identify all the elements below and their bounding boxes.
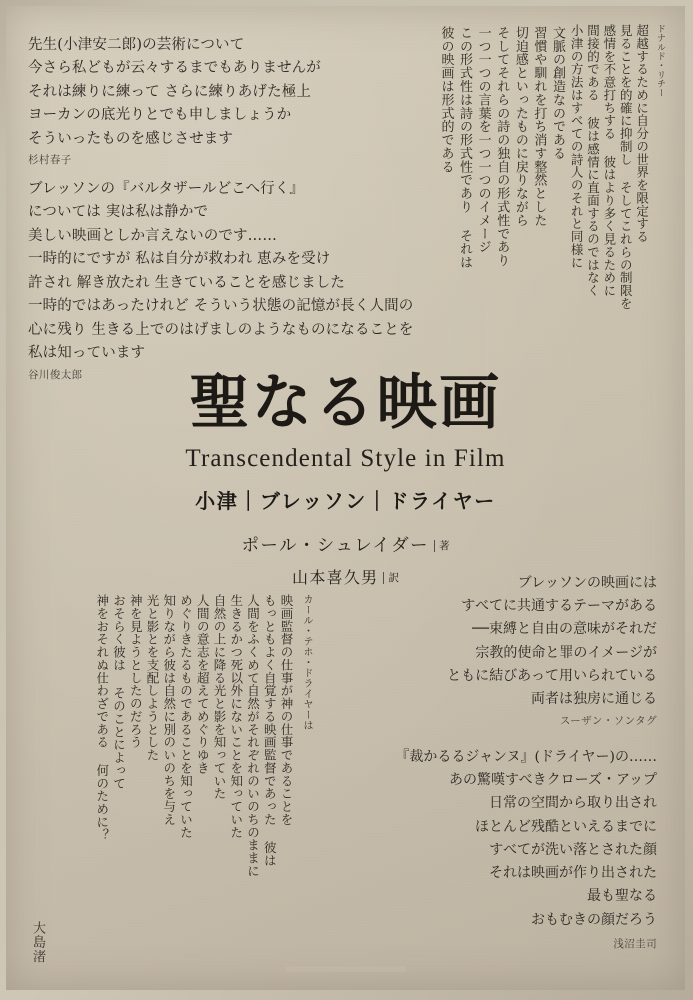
blurb-dreyer-attribution: カール・テホ・ドライヤーは: [301, 594, 312, 731]
blurb-asanuma-line: 日常の空間から取り出され: [489, 795, 657, 812]
blurb-sontag-line: 宗教的使命と罪のイメージが: [475, 644, 657, 661]
page-title: 聖なる映画: [189, 368, 502, 438]
blurb-richie-secondary: [435, 26, 565, 376]
blurb-richie-line: 文脈の創造なのである: [550, 26, 565, 160]
blurb-richie-line: 超越するために自分の世界を限定する: [634, 24, 650, 243]
cover-scuff: [286, 966, 406, 972]
blurb-richie-line: そしてそれらの詩の独自の形式性であり: [494, 26, 510, 268]
blurb-dreyer-line: 映画監督の仕事が神の仕事であることを: [279, 594, 294, 826]
blurb-sontag-line: ブレッソンの映画には: [517, 575, 657, 591]
blurb-richie-line: 小津の方法はすべての詩人のそれと同様に: [569, 24, 585, 269]
blurb-sontag-line: ともに結びあって用いられている: [447, 667, 657, 684]
blurb-dreyer: [92, 594, 314, 939]
blurb-tanikawa-line: 一時的にですが 私は自分が救われ 恵みを受け: [28, 251, 331, 268]
blurb-sugimura: [28, 34, 388, 167]
publisher-mark: 大島渚: [30, 921, 45, 964]
blurb-tanikawa-line: 私は知っています: [28, 345, 146, 362]
translator-role: 訳: [383, 572, 399, 584]
blurb-asanuma-line: おもむきの顔だろう: [531, 911, 657, 928]
blurb-dreyer-line: もっともよく自覚する映画監督であった 彼は: [262, 594, 278, 867]
blurb-tanikawa-line: 心に残り 生きる上でのはげましのようなものになることを: [28, 321, 414, 338]
blurb-sontag-attribution: スーザン・ソンタグ: [559, 715, 657, 728]
blurb-dreyer-line: おそらく彼は そのことによって: [111, 594, 127, 790]
blurb-sugimura-line: それは練りに練って さらに練りあげた極上: [28, 83, 312, 100]
blurb-richie-line: 一つ一つの言葉を一つ一つのイメージ: [475, 26, 491, 254]
author-byline: [6, 532, 685, 557]
blurb-asanuma: [395, 746, 657, 951]
title-block: [6, 368, 685, 588]
translator-name: 山本喜久男: [292, 568, 379, 587]
blurb-asanuma-line: あの驚嘆すべきクローズ・アップ: [448, 772, 657, 789]
blurb-tanikawa-line: 一時的ではあったけれど そういう状態の記憶が長く人間の: [28, 298, 414, 315]
blurb-tanikawa-line: については 実は私は静かで: [28, 204, 209, 221]
blurb-tanikawa-attribution: 谷川俊太郎: [28, 368, 83, 381]
blurb-sugimura-line: 今さら私どもが云々するまでもありませんが: [28, 60, 321, 77]
blurb-tanikawa-line: 美しい映画としか言えないのです……: [28, 227, 277, 244]
blurb-sugimura-attribution: 杉村春子: [28, 154, 72, 167]
blurb-richie-line: 切迫感といったものに戻りながら: [512, 26, 528, 227]
blurb-asanuma-line: ほとんど残酷といえるまでに: [475, 818, 657, 835]
blurb-tanikawa-line: ブレッソンの『バルタザールどこへ行く』: [28, 181, 305, 197]
blurb-dreyer-line: 神をおそれぬ仕わざである 何のために？: [94, 594, 110, 842]
blurb-asanuma-line: 最も聖なる: [587, 888, 657, 905]
blurb-sontag-line: すべてに共通するテーマがある: [461, 598, 657, 615]
blurb-asanuma-attribution: 浅沼圭司: [613, 937, 657, 950]
blurb-dreyer-line: 自然の上に降る光と影を知っていた: [212, 594, 227, 800]
blurb-dreyer-line: 知りながら彼は自然に別のいのちを与え: [161, 594, 177, 826]
blurb-richie-line: 習慣や馴れを打ち消す整然とした: [531, 26, 547, 227]
blurb-sontag-line: ──束縛と自由の意味がそれだ: [472, 621, 657, 638]
blurb-richie-line: 感情を不意打ちする 彼はより多く見るために: [601, 24, 617, 297]
blurb-asanuma-line: 『裁かるるジャンヌ』(ドライヤー)の……: [395, 749, 657, 765]
blurb-sontag-line: 両者は独房に通じる: [531, 691, 657, 708]
book-cover: [6, 6, 685, 990]
blurb-richie-attribution: ドナルド・リチー: [655, 24, 665, 98]
subtitle-japanese: 小津｜ブレッソン｜ドライヤー: [195, 489, 496, 513]
blurb-tanikawa-line: 許され 解き放たれ 生きていることを感じました: [28, 274, 346, 291]
blurb-sugimura-line: ヨーカンの底光りとでも申しましょうか: [28, 107, 292, 124]
blurb-dreyer-line: 生きるかつ死以外にないことを知っていた: [228, 594, 244, 839]
blurb-dreyer-line: 光と影とを支配しようとした: [145, 594, 160, 762]
blurb-richie-line: この形式性は詩の形式性であり それは: [457, 26, 473, 270]
blurb-asanuma-line: それは映画が作り出された: [489, 865, 657, 882]
author-role: 著: [434, 540, 450, 552]
blurb-dreyer-line: 人間の意志を超えてめぐりゆき: [195, 594, 211, 775]
author-name: ポール・シュレイダー: [241, 536, 429, 556]
blurb-richie-line: 彼の映画は形式的である: [438, 26, 454, 174]
subtitle-english: Transcendental Style in Film: [185, 445, 506, 472]
blurb-richie-line: 見ることを的確に抑制し そしてこれらの制限を: [618, 24, 634, 310]
blurb-dreyer-line: 神を見ようとしたのだろう: [128, 594, 144, 749]
blurb-sontag: [447, 572, 657, 728]
blurb-richie: [567, 24, 667, 354]
blurb-dreyer-line: 人間をふくめて自然がそれぞれのいのちのままに: [245, 594, 261, 878]
blurb-sugimura-line: 先生(小津安二郎)の芸術について: [28, 37, 245, 53]
blurb-sugimura-line: そういったものを感じさせます: [28, 130, 234, 147]
blurb-dreyer-line: めぐりきたるものであることを知っていた: [178, 594, 194, 839]
blurb-tanikawa: [28, 178, 448, 382]
blurb-asanuma-line: すべてが洗い落とされた顔: [489, 841, 657, 858]
blurb-richie-line: 間接的である 彼は感情に直面するのではなく: [585, 24, 601, 297]
